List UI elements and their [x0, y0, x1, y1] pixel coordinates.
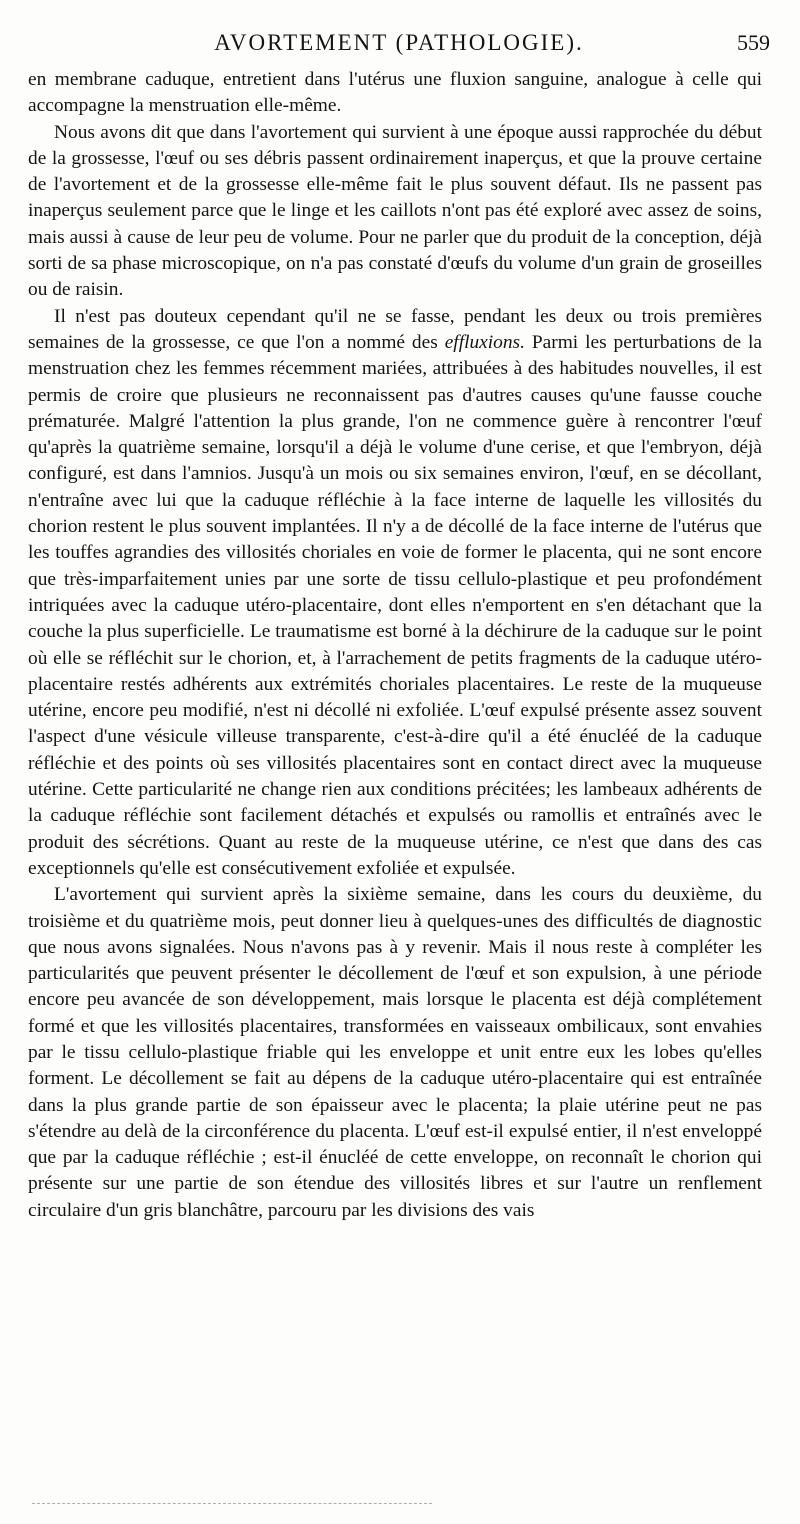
running-title: AVORTEMENT (PATHOLOGIE). — [214, 30, 584, 55]
paragraph: L'avortement qui survient après la sixième semaine, dans les cours du deuxième, du troisième et du quatrième mois, peut donner lieu à quelques-unes des difficultés de diagnostic que nous avons signalées. Nous n'avons pas à y revenir. Mais il nous reste à compléter les particularités que peuvent présenter le décollement de l'œuf et son expulsion, à une période encore peu avancée de son développement, mais lorsque le placenta est déjà complétement formé et que les villosités placentaires, transformées en vaisseaux ombilicaux, sont envahies par le tissu cellulo-plastique friable qui les enveloppe et unit entre eux les lobes qu'elles forment. Le décollement se fait au dépens de la caduque utéro-placentaire qui est entraînée dans la plus grande partie de son épaisseur avec le placenta; la plaie utérine peut ne pas s'étendre au delà de la circonférence du placenta. L'œuf est-il expulsé entier, il n'est enveloppé que par la caduque réfléchie ; est-il énucléé de cette enveloppe, on reconnaît le chorion qui présente sur une partie de son étendue des villosités libres et sur l'autre un renflement circulaire d'un gris blanchâtre, parcouru par les divisions des vais — [28, 884, 762, 1221]
body-text — [28, 67, 762, 1224]
paragraph-text: Parmi les perturbations de la menstruation chez les femmes récemment mariées, attribuées à des habitudes nouvelles, il est permis de croire que plusieurs ne reconnaissent pas d'autres causes qu'une fausse couche prématurée. Malgré l'attention la plus grande, l'on ne commence guère à rencontrer l'œuf qu'après la quatrième semaine, lorsqu'il a déjà le volume d'une cerise, et que l'embryon, déjà configuré, est dans l'amnios. Jusqu'à un mois ou six semaines environ, l'œuf, en se décollant, n'entraîne avec lui que la caduque réfléchie à la face interne de laquelle les villosités du chorion restent le plus souvent implantées. Il n'y a de décollé de la face interne de l'utérus que les touffes agrandies des villosités choriales en voie de former le placenta, qui ne sont encore que très-imparfaitement unies par une sorte de tissu cellulo-plastique et peu profondément intriquées avec la caduque utéro-placentaire, dont elles n'emportent en s'en détachant que la couche la plus superficielle. Le traumatisme est borné à la déchirure de la caduque sur le point où elle se réfléchit sur le chorion, et, à l'arrachement de petits fragments de la caduque utéro-placentaire restés adhérents aux extrémités choriales placentaires. Le reste de la muqueuse utérine, encore peu modifié, n'est ni décollé ni exfoliée. L'œuf expulsé présente assez souvent l'aspect d'une vésicule villeuse transparente, c'est-à-dire qu'il a été énucléé de la caduque réfléchie et des points où ses villosités placentaires sont en contact direct avec la muqueuse utérine. Cette particularité ne change rien aux conditions précitées; les lambeaux adhérents de la caduque réfléchie sont facilement détachés et expulsés ou ramollis et entraînés avec le produit des sécrétions. Quant au reste de la muqueuse utérine, ce n'est que dans des cas exceptionnels qu'elle est consécutivement exfoliée et expulsée. — [28, 331, 762, 879]
paragraph — [28, 304, 762, 883]
paragraph: Nous avons dit que dans l'avortement qui survient à une époque aussi rapprochée du début de la grossesse, l'œuf ou ses débris passent ordinairement inaperçus, et que la prouve certaine de l'avortement et de la grossesse elle-même fait le plus souvent défaut. Ils ne passent pas inaperçus seulement parce que le linge et les caillots n'ont pas été exploré avec assez de soins, mais aussi à cause de leur peu de volume. Pour ne parler que du produit de la conception, déjà sorti de sa phase microscopique, on n'a pas constaté d'œufs du volume d'un grain de groseilles ou de raisin. — [28, 121, 762, 301]
emphasized-term: effluxions. — [444, 331, 525, 353]
paragraph-continuation: en membrane caduque, entretient dans l'utérus une fluxion sanguine, analogue à celle qui accompagne la menstruation elle-même. — [28, 69, 762, 117]
page-header — [28, 24, 770, 60]
page-number: 559 — [737, 30, 770, 55]
paragraph-text: Il n'est pas douteux cependant qu'il ne se fasse, pendant les deux ou trois premières semaines de la grossesse, ce que l'on a nommé des — [28, 305, 762, 353]
footer-rule — [32, 1503, 432, 1504]
